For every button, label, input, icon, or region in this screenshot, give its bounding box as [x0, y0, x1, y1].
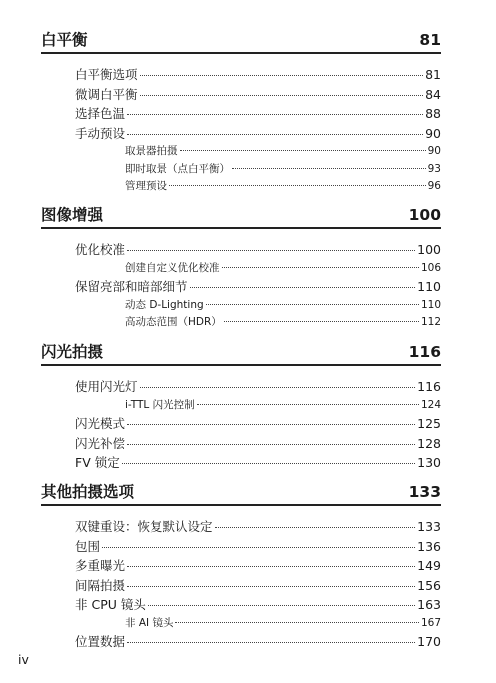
- entry-label: 非 CPU 镜头: [75, 597, 146, 612]
- entry-page: 110: [417, 279, 441, 294]
- dot-leader: [190, 287, 416, 288]
- toc-entries: [41, 517, 441, 652]
- section-heading: [41, 28, 441, 50]
- section-divider: [41, 52, 441, 54]
- section-divider: [41, 227, 441, 229]
- dot-leader: [122, 463, 415, 464]
- toc-section-flash-photography: [41, 340, 441, 473]
- dot-leader: [222, 267, 419, 268]
- entry-page: 93: [427, 162, 441, 175]
- section-heading: [41, 480, 441, 502]
- dot-leader: [232, 168, 426, 169]
- dot-leader: [180, 150, 426, 151]
- section-title: 其他拍摄选项: [41, 483, 135, 501]
- toc-entry-custom-picture-control[interactable]: [125, 260, 441, 278]
- entry-page: 96: [427, 180, 441, 192]
- entry-page: 84: [425, 86, 441, 102]
- toc-entry-hdr[interactable]: [125, 314, 441, 332]
- entry-label: 包围: [75, 538, 101, 554]
- section-page-number: 133: [408, 483, 441, 501]
- entry-label: 创建自定义优化校准: [125, 261, 220, 274]
- entry-page: 112: [420, 316, 441, 328]
- dot-leader: [140, 95, 424, 96]
- entry-label: 取景器拍摄: [125, 145, 178, 157]
- dot-leader: [175, 622, 418, 623]
- toc-entry-viewfinder-shooting[interactable]: [125, 143, 441, 161]
- entry-label: 位置数据: [75, 634, 126, 649]
- toc-entry-flash-compensation[interactable]: [75, 434, 441, 454]
- entry-page: 170: [417, 634, 441, 649]
- entry-label: 微调白平衡: [75, 86, 138, 102]
- section-title: 白平衡: [41, 31, 88, 49]
- dot-leader: [206, 304, 419, 305]
- entry-page: 156: [417, 577, 441, 593]
- entry-label: 保留亮部和暗部细节: [75, 279, 188, 294]
- dot-leader: [215, 527, 416, 528]
- entry-label: 双键重设：恢复默认设定: [75, 519, 213, 534]
- entry-page: 90: [427, 145, 441, 157]
- section-heading: [41, 203, 441, 225]
- entry-page: 110: [420, 298, 441, 311]
- entry-page: 133: [417, 519, 441, 534]
- toc-entries: [41, 377, 441, 473]
- entry-label: 管理预设: [125, 180, 167, 192]
- folio-page-number: iv: [18, 652, 29, 667]
- dot-leader: [127, 444, 415, 445]
- dot-leader: [127, 134, 423, 135]
- entry-page: 100: [417, 242, 441, 257]
- toc-entry-flash-mode[interactable]: [75, 414, 441, 434]
- toc-entry-bracketing[interactable]: [75, 537, 441, 557]
- section-page-number: 81: [419, 31, 441, 49]
- section-title: 闪光拍摄: [41, 343, 104, 361]
- section-divider: [41, 364, 441, 366]
- entry-page: 81: [425, 67, 441, 82]
- toc-section-white-balance: [41, 28, 441, 196]
- entry-label: FV 锁定: [75, 455, 120, 470]
- entry-label: 使用闪光灯: [75, 379, 138, 394]
- dot-leader: [127, 566, 415, 567]
- toc-entry-location-data[interactable]: [75, 632, 441, 652]
- entry-label: 闪光模式: [75, 416, 126, 431]
- toc-entry-multiple-exposure[interactable]: [75, 556, 441, 576]
- dot-leader: [127, 586, 415, 587]
- toc-entries: [41, 65, 441, 196]
- entry-label: 白平衡选项: [75, 67, 138, 82]
- toc-section-other-shooting-options: [41, 480, 441, 652]
- entry-label: 选择色温: [75, 106, 126, 121]
- toc-entry-choose-color-temperature[interactable]: [75, 104, 441, 124]
- toc-entry-i-ttl-flash-control[interactable]: [125, 397, 441, 415]
- dot-leader: [127, 642, 415, 643]
- entry-label: 即时取景（点白平衡）: [125, 162, 230, 175]
- section-divider: [41, 504, 441, 506]
- dot-leader: [140, 75, 424, 76]
- entry-page: 90: [425, 125, 441, 141]
- entry-label: 多重曝光: [75, 558, 126, 573]
- dot-leader: [127, 424, 415, 425]
- dot-leader: [224, 321, 419, 322]
- toc-entry-manage-presets[interactable]: [125, 178, 441, 196]
- toc-entry-active-d-lighting[interactable]: [125, 297, 441, 315]
- toc-section-image-enhancement: [41, 203, 441, 332]
- entry-page: 106: [420, 261, 441, 274]
- dot-leader: [197, 404, 419, 405]
- entry-label: 闪光补偿: [75, 435, 126, 451]
- section-page-number: 116: [408, 343, 441, 361]
- entry-label: 非 AI 镜头: [125, 616, 174, 629]
- entry-page: 125: [417, 416, 441, 431]
- dot-leader: [148, 605, 415, 606]
- section-heading: [41, 340, 441, 362]
- toc-entries: [41, 240, 441, 332]
- entry-label: i-TTL 闪光控制: [125, 398, 195, 411]
- dot-leader: [127, 250, 415, 251]
- toc-entry-non-ai-lenses[interactable]: [125, 615, 441, 633]
- dot-leader: [102, 547, 415, 548]
- toc-entry-preserve-highlight-shadow[interactable]: [75, 277, 441, 297]
- toc-entry-using-flash[interactable]: [75, 377, 441, 397]
- entry-label: 手动预设: [75, 125, 126, 141]
- entry-page: 136: [417, 538, 441, 554]
- dot-leader: [127, 114, 423, 115]
- toc-entry-fv-lock[interactable]: [75, 453, 441, 473]
- entry-label: 优化校准: [75, 242, 126, 257]
- entry-label: 间隔拍摄: [75, 577, 126, 593]
- toc-entry-manual-preset[interactable]: [75, 124, 441, 144]
- section-page-number: 100: [408, 206, 441, 224]
- toc-entry-fine-tune-white-balance[interactable]: [75, 85, 441, 105]
- toc-entry-two-button-reset[interactable]: [75, 517, 441, 537]
- entry-page: 167: [420, 616, 441, 629]
- toc-entry-live-view-spot-wb[interactable]: [125, 161, 441, 179]
- entry-label: 高动态范围（HDR）: [125, 316, 222, 328]
- dot-leader: [140, 387, 416, 388]
- toc-entry-white-balance-options[interactable]: [75, 65, 441, 85]
- toc-entry-non-cpu-lenses[interactable]: [75, 595, 441, 615]
- entry-page: 116: [417, 379, 441, 394]
- entry-page: 124: [420, 398, 441, 411]
- dot-leader: [169, 185, 426, 186]
- section-title: 图像增强: [41, 206, 104, 224]
- entry-page: 149: [417, 558, 441, 573]
- entry-label: 动态 D-Lighting: [125, 298, 204, 311]
- entry-page: 88: [425, 106, 441, 121]
- entry-page: 163: [417, 597, 441, 612]
- toc-entry-interval-timer[interactable]: [75, 576, 441, 596]
- entry-page: 128: [417, 435, 441, 451]
- entry-page: 130: [417, 455, 441, 470]
- toc-entry-picture-control[interactable]: [75, 240, 441, 260]
